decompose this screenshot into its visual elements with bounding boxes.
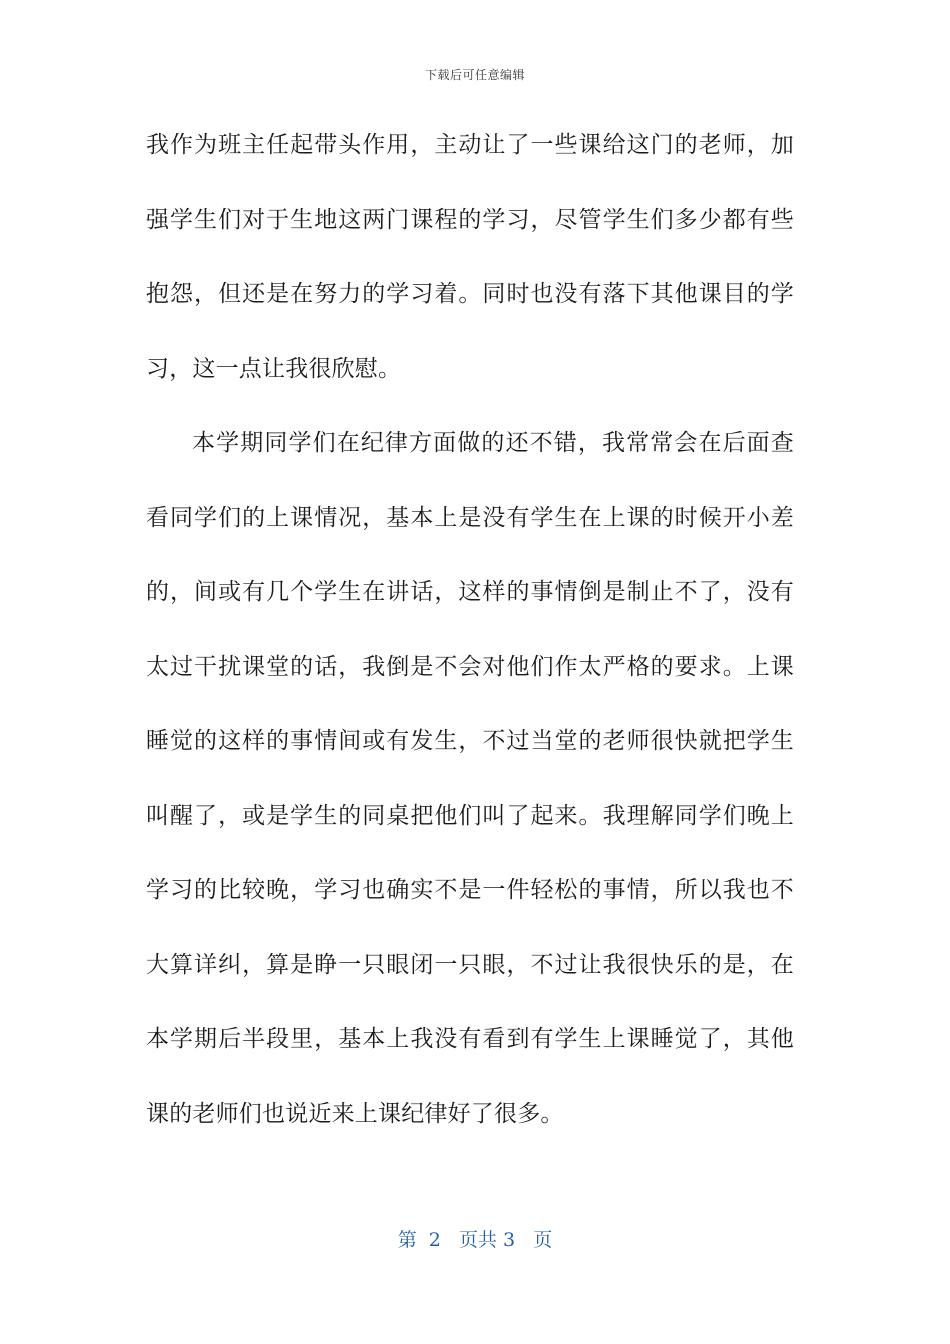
text-line: 学习的比较晚，学习也确实不是一件轻松的事情，所以我也不 [146, 877, 794, 903]
text-line: 的，间或有几个学生在讲话，这样的事情倒是制止不了，没有 [146, 579, 794, 605]
text-line: 课的老师们也说近来上课纪律好了很多。 [146, 1100, 564, 1127]
text-line: 叫醒了，或是学生的同桌把他们叫了起来。我理解同学们晚上 [146, 802, 794, 829]
text-line: 习，这一点让我很欣慰。 [146, 355, 402, 382]
page-number: 第 2 页共 3 页 [397, 1229, 553, 1251]
document-body [146, 108, 794, 1151]
paragraph [146, 406, 794, 1151]
text-line: 我作为班主任起带头作用，主动让了一些课给这门的老师，加 [146, 132, 794, 158]
text-line: 看同学们的上课情况，基本上是没有学生在上课的时候开小差 [146, 504, 794, 531]
paragraph [146, 108, 794, 406]
text-line: 本学期同学们在纪律方面做的还不错，我常常会在后面查 [192, 430, 794, 456]
text-line: 大算详纠，算是睁一只眼闭一只眼，不过让我很快乐的是，在 [146, 951, 794, 978]
text-line: 强学生们对于生地这两门课程的学习，尽管学生们多少都有些 [146, 206, 794, 233]
text-line: 抱怨，但还是在努力的学习着。同时也没有落下其他课目的学 [146, 281, 794, 307]
page-header: 下载后可任意编辑 [424, 68, 525, 82]
text-line: 本学期后半段里，基本上我没有看到有学生上课睡觉了，其他 [146, 1026, 794, 1052]
text-line: 太过干扰课堂的话，我倒是不会对他们作太严格的要求。上课 [146, 653, 794, 680]
text-line: 睡觉的这样的事情间或有发生，不过当堂的老师很快就把学生 [146, 728, 794, 754]
page-footer [0, 1225, 950, 1252]
